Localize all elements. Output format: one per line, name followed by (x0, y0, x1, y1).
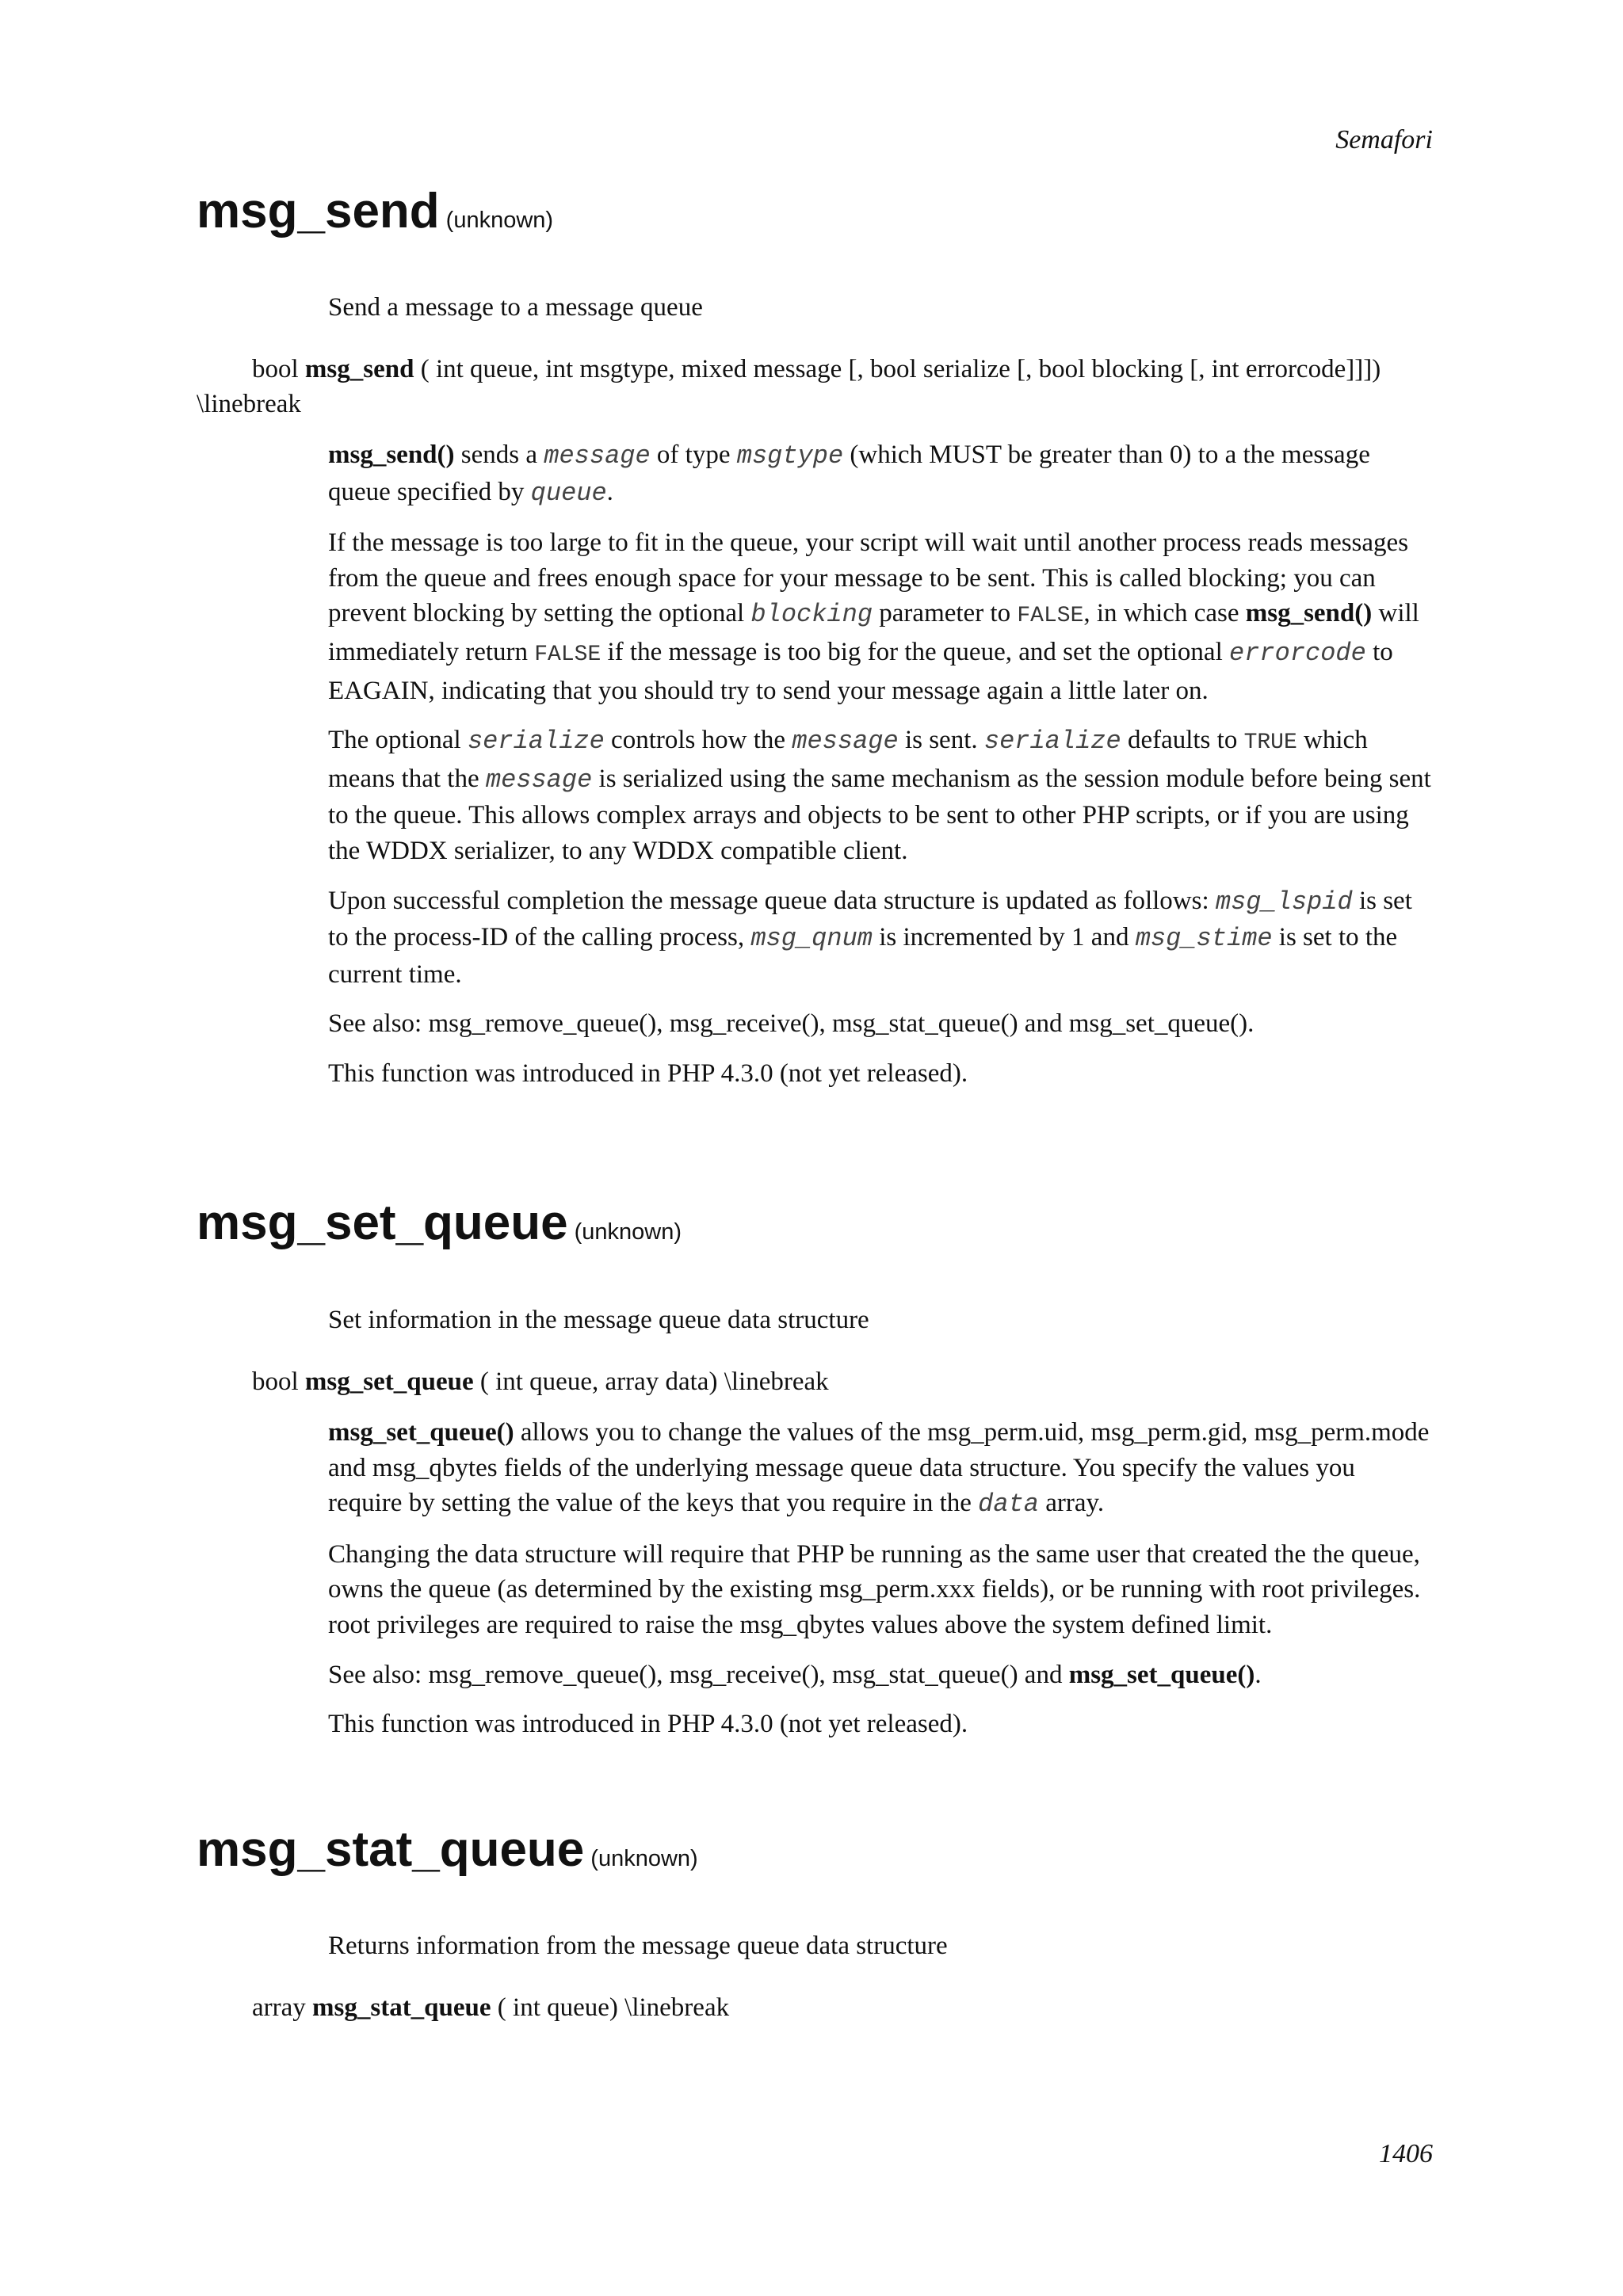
parameter-ref: serialize (983, 727, 1121, 757)
paragraph: Changing the data structure will require that PHP be running as the same user that created the the queue, owns the queue (as determined by the existing msg_perm.xxx fields), or be running with root privileges. root privileges are required to raise the msg_qbytes values above the system defined limit. (328, 1539, 1421, 1639)
version-info: (unknown) (574, 1219, 682, 1245)
entry-title-msg-stat-queue (197, 1822, 698, 1877)
parameter-ref: msg_lspid (1215, 887, 1353, 917)
text: . (606, 477, 613, 506)
constant: FALSE (1017, 604, 1084, 629)
synopsis-msg-send (197, 352, 1434, 421)
constant: FALSE (534, 642, 601, 667)
parameter-ref: data (978, 1489, 1039, 1520)
text: of type (650, 441, 737, 469)
description-msg-send (328, 437, 1434, 1106)
paragraph (328, 723, 1434, 868)
function-name: msg_send (197, 184, 440, 238)
paragraph (328, 1415, 1434, 1523)
text: is serialized using the same mechanism as the session module before being sent to the queue. This allows complex arrays and objects to be sent to other PHP scripts, or if you are using the WDDX serializer, to any WDDX compatible client. (328, 764, 1431, 865)
introduced-note: This function was introduced in PHP 4.3.0 (not yet released). (328, 1710, 968, 1739)
parameter-ref: blocking (750, 600, 873, 630)
text: array. (1038, 1489, 1105, 1518)
function-name: msg_set_queue (197, 1196, 568, 1250)
text: , in which case (1083, 599, 1246, 628)
synopsis-function: msg_stat_queue (312, 1993, 491, 2022)
see-also (328, 1657, 1434, 1693)
text: If the message is too large to fit in the queue, your script will wait until another process reads messages from the queue and frees enough space for your message to be sent. This is called blocking; you can prevent blocking by setting the optional (328, 528, 1409, 628)
text: The optional (328, 726, 468, 755)
version-info: (unknown) (445, 208, 554, 233)
paragraph (328, 883, 1434, 993)
text: See also: msg_remove_queue(), msg_receive(), msg_stat_queue() and (328, 1660, 1069, 1689)
introduced-note: This function was introduced in PHP 4.3.0 (not yet released). (328, 1058, 968, 1088)
version-info: (unknown) (590, 1846, 698, 1871)
text: is sent. (898, 726, 984, 755)
see-also: See also: msg_remove_queue(), msg_receive(), msg_stat_queue() and msg_set_queue(). (328, 1009, 1254, 1039)
synopsis-function: msg_send (304, 355, 414, 383)
purpose-msg-stat-queue: Returns information from the message queue data structure (328, 1932, 948, 1960)
parameter-ref: msg_stime (1135, 924, 1273, 954)
function-ref: msg_send() (1245, 599, 1373, 628)
text: is set to the process-ID of the calling process, (328, 886, 1412, 952)
synopsis-function: msg_set_queue (304, 1367, 474, 1396)
function-ref: msg_set_queue() (328, 1418, 514, 1447)
function-ref: msg_set_queue() (1068, 1660, 1255, 1689)
text: which means that the (328, 726, 1368, 793)
parameter-ref: queue (530, 478, 607, 508)
entry-title-msg-send (197, 184, 554, 238)
text: Upon successful completion the message queue data structure is updated as follows: (328, 886, 1216, 915)
text: parameter to (873, 599, 1018, 628)
text: defaults to (1121, 726, 1244, 755)
synopsis-params: ( int queue, array data) \linebreak (479, 1367, 829, 1396)
return-type: bool (252, 355, 299, 383)
parameter-ref: errorcode (1229, 638, 1366, 668)
synopsis-msg-set-queue (252, 1364, 1434, 1399)
parameter-ref: message (485, 765, 593, 795)
parameter-ref: message (792, 727, 899, 757)
function-name: msg_stat_queue (197, 1822, 585, 1877)
text: controls how the (604, 726, 792, 755)
paragraph (328, 437, 1434, 511)
parameter-ref: msgtype (736, 441, 844, 471)
text: if the message is too big for the queue, and set the optional (601, 637, 1229, 666)
text: will immediately return (328, 599, 1419, 666)
page-number: 1406 (1379, 2139, 1433, 2168)
parameter-ref: message (544, 441, 651, 471)
parameter-ref: msg_qnum (750, 924, 873, 954)
synopsis-params: ( int queue, int msgtype, mixed message [, bool serialize [, bool blocking [, int errorcode]]]) \linebreak (197, 355, 1381, 418)
parameter-ref: serialize (467, 727, 605, 757)
constant: TRUE (1243, 730, 1297, 756)
function-ref: msg_send() (328, 441, 455, 469)
text: is set to the current time. (328, 923, 1398, 989)
text: sends a (454, 441, 544, 469)
entry-title-msg-set-queue (197, 1196, 682, 1250)
purpose-msg-send: Send a message to a message queue (328, 293, 703, 322)
text: to EAGAIN, indicating that you should try to send your message again a little later on. (328, 637, 1393, 705)
purpose-msg-set-queue: Set information in the message queue data structure (328, 1306, 869, 1334)
synopsis-params: ( int queue) \linebreak (497, 1993, 730, 2022)
description-msg-set-queue (328, 1415, 1434, 1756)
synopsis-msg-stat-queue (252, 1990, 1434, 2025)
paragraph (328, 525, 1434, 708)
return-type: array (252, 1993, 306, 2022)
return-type: bool (252, 1367, 299, 1396)
text: . (1254, 1660, 1262, 1689)
running-header: Semafori (1335, 125, 1433, 154)
text: is incremented by 1 and (872, 923, 1136, 952)
text: (which MUST be greater than 0) to a the message queue specified by (328, 441, 1370, 506)
text: allows you to change the values of the msg_perm.uid, msg_perm.gid, msg_perm.mode and msg_qbytes fields of the underlying message queue data structure. You specify the values you require by setting the value of the keys that you require in the (328, 1418, 1430, 1518)
